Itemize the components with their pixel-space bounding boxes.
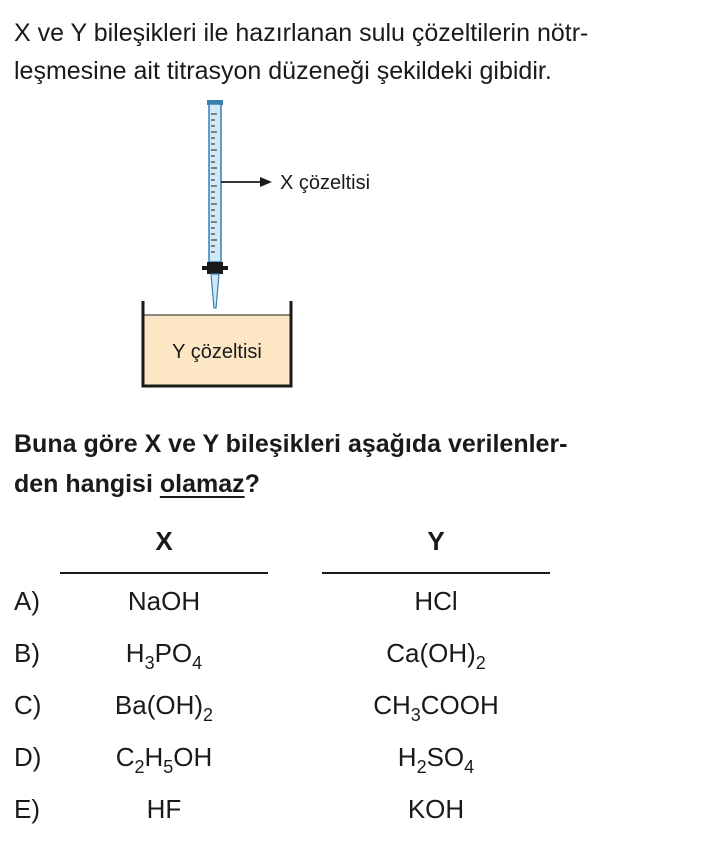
burette-label: X çözeltisi xyxy=(280,172,371,194)
option-d-letter[interactable]: D) xyxy=(14,742,42,772)
column-header-x: X xyxy=(155,526,173,556)
question-underlined: olamaz xyxy=(159,470,245,498)
option-c-y: $CH_3COOH$ xyxy=(373,690,499,725)
option-b-x: $H_3PO_4$ xyxy=(125,638,203,673)
option-a-x: NaOH xyxy=(127,586,201,616)
titration-figure xyxy=(0,96,420,396)
stopcock-icon xyxy=(202,262,228,274)
column-rule-y xyxy=(322,572,550,574)
beaker-label: Y çözeltisi xyxy=(172,341,262,363)
option-e-letter[interactable]: E) xyxy=(14,794,40,824)
option-a-letter[interactable]: A) xyxy=(14,586,40,616)
option-e-y: KOH xyxy=(407,794,465,824)
intro-line-1: X ve Y bileşikleri ile hazırlanan sulu çözeltilerin nötr- xyxy=(14,19,589,47)
arrow-icon xyxy=(221,177,272,187)
option-d-x: $C_2H_5OH$ xyxy=(115,742,213,777)
column-rule-x xyxy=(60,572,268,574)
option-c-letter[interactable]: C) xyxy=(14,690,42,720)
option-a-y: HCl xyxy=(414,586,458,616)
option-d-y: $H_2SO_4$ xyxy=(397,742,475,777)
question-text xyxy=(14,424,694,504)
question-line-2a: den hangisi xyxy=(14,470,160,498)
option-e-x: HF xyxy=(146,794,182,824)
intro-text xyxy=(14,14,694,90)
column-header-y: Y xyxy=(427,526,445,556)
intro-line-2: leşmesine ait titrasyon düzeneği şekildeki gibidir. xyxy=(14,57,552,85)
question-mark: ? xyxy=(244,470,260,498)
burette-tip xyxy=(211,274,219,308)
burette-tube xyxy=(209,104,221,262)
question-line-1: Buna göre X ve Y bileşikleri aşağıda verilenler- xyxy=(14,430,568,458)
option-b-y: $Ca(OH)_2$ xyxy=(386,638,486,673)
option-c-x: $Ba(OH)_2$ xyxy=(114,690,214,725)
option-b-letter[interactable]: B) xyxy=(14,638,40,668)
